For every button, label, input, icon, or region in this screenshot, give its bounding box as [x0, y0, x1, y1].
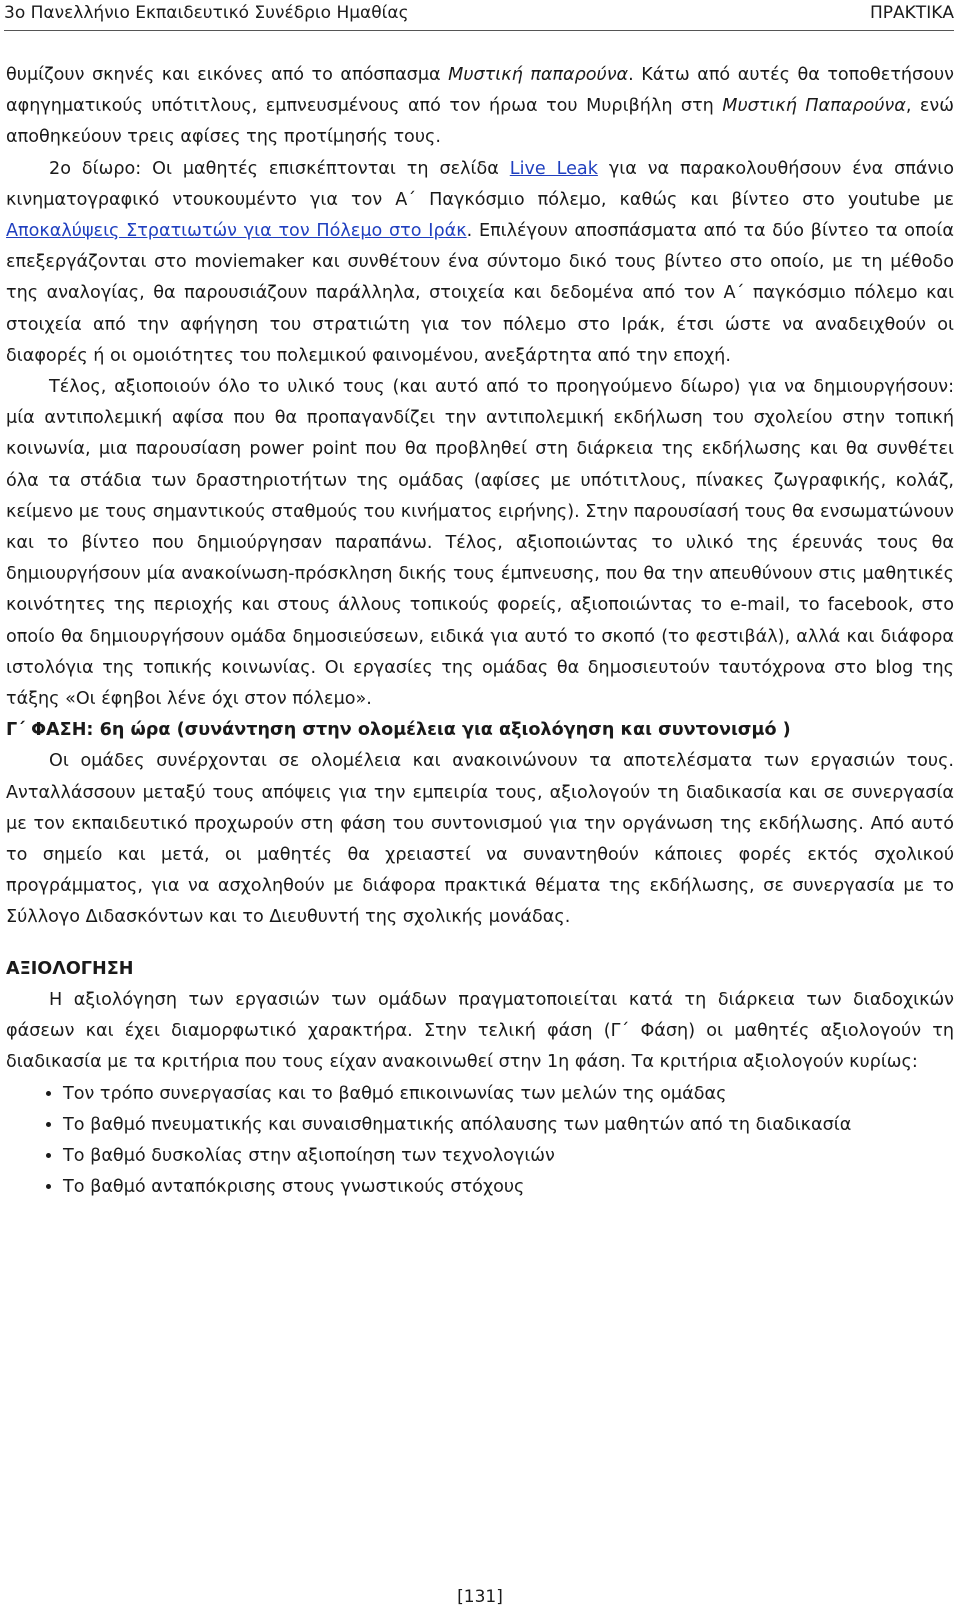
paragraph-evaluation: Η αξιολόγηση των εργασιών των ομάδων πραγματοποιείται κατά τη διάρκεια των διαδοχικών φάσεων και έχει διαμορφωτικό χαρακτήρα. Στην τελική φάση (Γ΄ Φάση) οι μαθητές αξιολογούν τη διαδικασία με τα κριτήρια που τους είχαν ανακοινωθεί στην 1η φάση. Τα κριτήρια αξιολογούν κυρίως: [6, 989, 954, 1073]
paragraph-continuation [6, 60, 954, 154]
text-run: , ενώ αποθηκεύουν τρεις αφίσες της προτίμησής τους. [6, 96, 954, 148]
spacer [6, 934, 954, 954]
book-title: Μυστική παπαρούνα [448, 65, 629, 85]
list-item: • Το βαθμό δυσκολίας στην αξιοποίηση των τεχνολογιών [63, 1141, 954, 1172]
text-run: θυμίζουν σκηνές και εικόνες από το απόσπασμα [6, 65, 449, 85]
phase-c-heading: Γ΄ ΦΑΣΗ: 6η ώρα (συνάντηση στην ολομέλεια για αξιολόγηση και συντονισμό ) [6, 720, 791, 741]
paragraph-plenary: Οι ομάδες συνέρχονται σε ολομέλεια και ανακοινώνουν τα αποτελέσματα των εργασιών τους. Ανταλλάσσουν μεταξύ τους απόψεις για την εμπειρία τους, αξιολογούν τη διαδικασία και σε συνεργασία με τον εκπαιδευτικό προχωρούν στη φάση του συντονισμού για την οργάνωση της εκδήλωσης. Από αυτό το σημείο και μετά, οι μαθητές θα χρειαστεί να συναντηθούν κάποιες φορές εκτός σχολικού προγράμματος, για να ασχοληθούν με διάφορα πρακτικά θέματα της εκδήλωσης, σε συνεργασία με το Σύλλογο Διδασκόντων και το Διευθυντή της σχολικής μονάδας. [6, 751, 954, 928]
page-number: [131] [457, 1587, 503, 1607]
criteria-list [6, 1079, 954, 1204]
text-run: για να παρακολουθήσουν ένα σπάνιο κινηματογραφικό ντουκουμέντο για τον Α΄ Παγκόσμιο πόλεμο, καθώς και βίντεο στο youtube με [6, 158, 954, 210]
text-run: . Κάτω από αυτές θα τοποθετήσουν αφηγηματικούς υπότιτλους, εμπνευσμένους από τον ήρωα του Μυριβήλη στη [6, 65, 954, 117]
evaluation-heading: ΑΞΙΟΛΟΓΗΣΗ [6, 958, 134, 979]
list-item: • Το βαθμό ανταπόκρισης στους γνωστικούς στόχους [63, 1172, 954, 1203]
iraq-video-link[interactable]: Αποκαλύψεις Στρατιωτών για τον Πόλεμο στο Ιράκ [6, 221, 467, 242]
paragraph-final-products: Τέλος, αξιοποιούν όλο το υλικό τους (και αυτό από το προηγούμενο δίωρο) για να δημιουργήσουν: μία αντιπολεμική αφίσα που θα προπαγανδίζει την αντιπολεμική εκδήλωση του σχολείου στην τοπική κοινωνία, μια παρουσίαση power point που θα προβληθεί στη διάρκεια της εκδήλωσης και θα συνθέτει όλα τα στάδια των δραστηριοτήτων της ομάδας (αφίσες με υπότιτλους, πίνακες ζωγραφικής, κολάζ, κείμενο με τους σημαντικούς σταθμούς του κινήματος ειρήνης). Στην παρουσίασή τους θα ενσωματώνουν και το βίντεο που δημιούργησαν παραπάνω. Τέλος, αξιοποιώντας το υλικό της έρευνάς τους θα δημιουργήσουν μία ανακοίνωση-πρόσκληση δικής τους έμπνευσης, που θα την απευθύνουν στις μαθητικές κοινότητες της περιοχής και στους άλλους τοπικούς φορείς, αξιοποιώντας το e-mail, το facebook, στο οποίο θα δημιουργήσουν ομάδα δημοσιεύσεων, ειδικά για αυτό το σκοπό (το φεστιβάλ), αλλά και διάφορα ιστολόγια της τοπικής κοινωνίας. Οι εργασίες της ομάδας θα δημοσιευτούν ταυτόχρονα στο blog της τάξης «Οι έφηβοι λένε όχι στον πόλεμο». [6, 377, 954, 710]
section-label: ΠΡΑΚΤΙΚΑ [870, 3, 954, 23]
list-item: • Το βαθμό πνευματικής και συναισθηματικής απόλαυσης των μαθητών από τη διαδικασία [63, 1110, 954, 1141]
page-header [4, 0, 954, 31]
book-title: Μυστική Παπαρούνα [722, 96, 906, 117]
text-run: . Επιλέγουν αποσπάσματα από τα δύο βίντεο τα οποία επεξεργάζονται στο moviemaker και συνθέτουν ένα σύντομο δικό τους βίντεο στο οποίο, με τη μέθοδο της αναλογίας, θα παρουσιάζουν παράλληλα, στοιχεία και δεδομένα από τον Α΄ παγκόσμιο πόλεμο και στοιχεία από την αφήγηση του στρατιώτη για τον πόλεμο στο Ιράκ, έτσι ώστε να αναδειχθούν οι διαφορές ή οι ομοιότητες του πολεμικού φαινομένου, ανεξάρτητα από την εποχή. [6, 221, 954, 366]
paragraph-second-session [6, 154, 954, 372]
live-leak-link[interactable]: Live Leak [509, 158, 598, 179]
text-run: 2ο δίωρο: Οι μαθητές επισκέπτονται τη σελίδα [49, 158, 510, 179]
conference-title: 3ο Πανελλήνιο Εκπαιδευτικό Συνέδριο Ημαθίας [4, 3, 409, 23]
list-item: • Τον τρόπο συνεργασίας και το βαθμό επικοινωνίας των μελών της ομάδας [63, 1079, 954, 1110]
document-body [6, 60, 954, 1203]
